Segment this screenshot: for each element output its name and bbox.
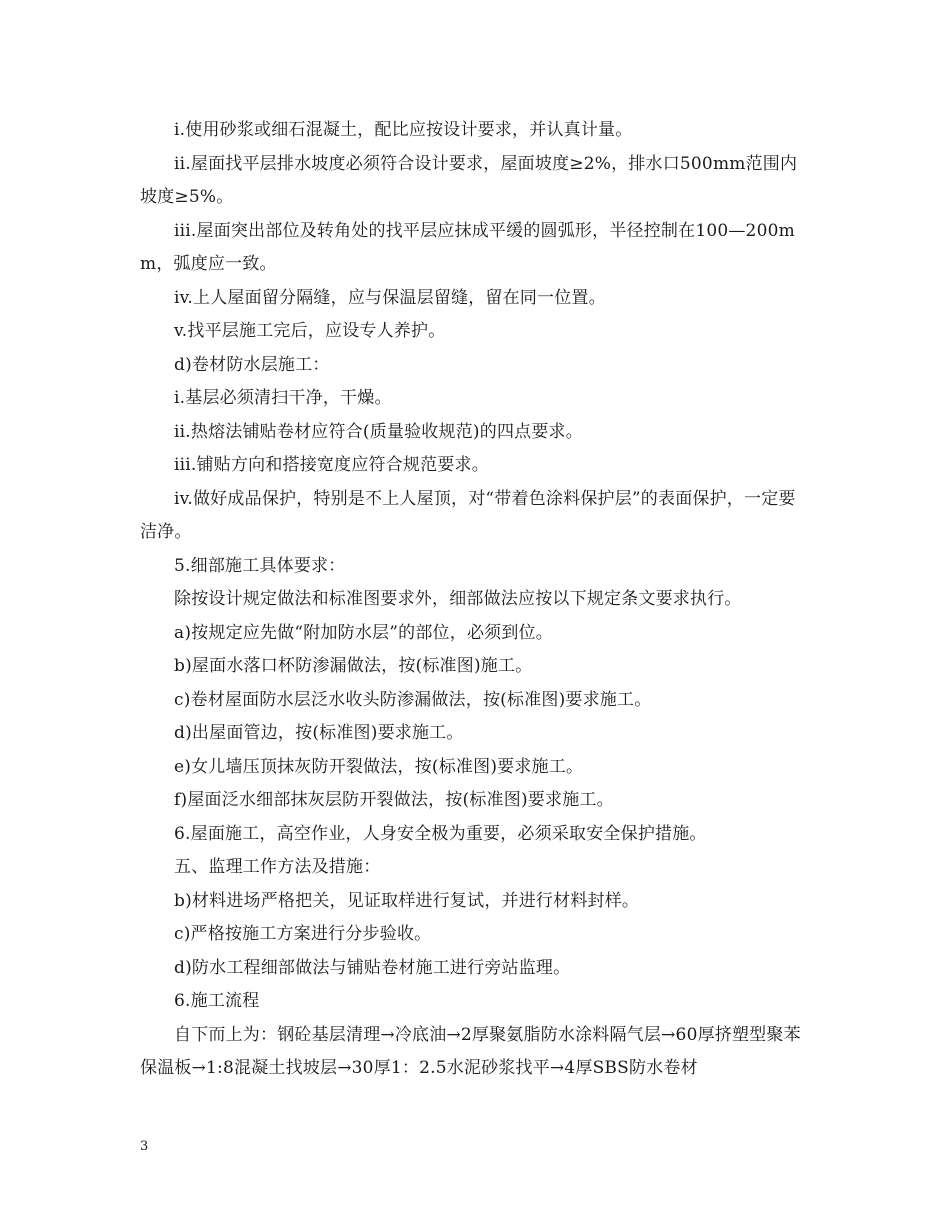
paragraph: i.使用砂浆或细石混凝土，配比应按设计要求，并认真计量。 bbox=[174, 120, 633, 140]
paragraph: a)按规定应先做“附加防水层”的部位，必须到位。 bbox=[174, 622, 553, 643]
document-body bbox=[140, 114, 812, 1086]
paragraph: iii.铺贴方向和搭接宽度应符合规范要求。 bbox=[174, 455, 489, 475]
paragraph: 除按设计规定做法和标准图要求外，细部做法应按以下规定条文要求执行。 bbox=[174, 589, 742, 609]
paragraph: c)严格按施工方案进行分步验收。 bbox=[174, 924, 432, 944]
paragraph: ii.热熔法铺贴卷材应符合(质量验收规范)的四点要求。 bbox=[174, 421, 583, 442]
paragraph: 6.屋面施工，高空作业，人身安全极为重要，必须采取安全保护措施。 bbox=[174, 823, 707, 844]
page-number: 3 bbox=[140, 1139, 149, 1154]
paragraph: ii.屋面找平层排水坡度必须符合设计要求，屋面坡度≥2%，排水口500mm范围内坡度≥5%。 bbox=[140, 153, 798, 207]
paragraph: iii.屋面突出部位及转角处的找平层应抹成平缓的圆弧形，半径控制在100—200mm，弧度应一致。 bbox=[140, 220, 795, 274]
paragraph: f)屋面泛水细部抹灰层防开裂做法，按(标准图)要求施工。 bbox=[174, 790, 614, 810]
paragraph: b)屋面水落口杯防渗漏做法，按(标准图)施工。 bbox=[174, 656, 533, 676]
paragraph: 自下而上为：钢砼基层清理→冷底油→2厚聚氨脂防水涂料隔气层→60厚挤塑型聚苯保温板→1:8混凝土找坡层→30厚1：2.5水泥砂浆找平→4厚SBS防水卷材 bbox=[140, 1024, 801, 1078]
paragraph: i.基层必须清扫干净，干燥。 bbox=[174, 388, 392, 408]
paragraph: b)材料进场严格把关，见证取样进行复试，并进行材料封样。 bbox=[174, 890, 640, 911]
paragraph: d)防水工程细部做法与铺贴卷材施工进行旁站监理。 bbox=[174, 957, 571, 978]
section-heading: 6.施工流程 bbox=[174, 991, 260, 1011]
paragraph: e)女儿墙压顶抹灰防开裂做法，按(标准图)要求施工。 bbox=[174, 756, 584, 777]
paragraph: iv.上人屋面留分隔缝，应与保温层留缝，留在同一位置。 bbox=[174, 287, 606, 308]
section-heading: d)卷材防水层施工： bbox=[174, 354, 330, 375]
section-heading: 五、监理工作方法及措施： bbox=[174, 857, 381, 877]
section-heading: 5.细部施工具体要求： bbox=[174, 555, 346, 576]
paragraph: c)卷材屋面防水层泛水收头防渗漏做法，按(标准图)要求施工。 bbox=[174, 689, 652, 710]
paragraph: v.找平层施工完后，应设专人养护。 bbox=[174, 321, 446, 341]
paragraph: iv.做好成品保护，特别是不上人屋顶，对“带着色涂料保护层”的表面保护，一定要洁净。 bbox=[140, 488, 796, 542]
paragraph: d)出屋面管边，按(标准图)要求施工。 bbox=[174, 723, 464, 743]
